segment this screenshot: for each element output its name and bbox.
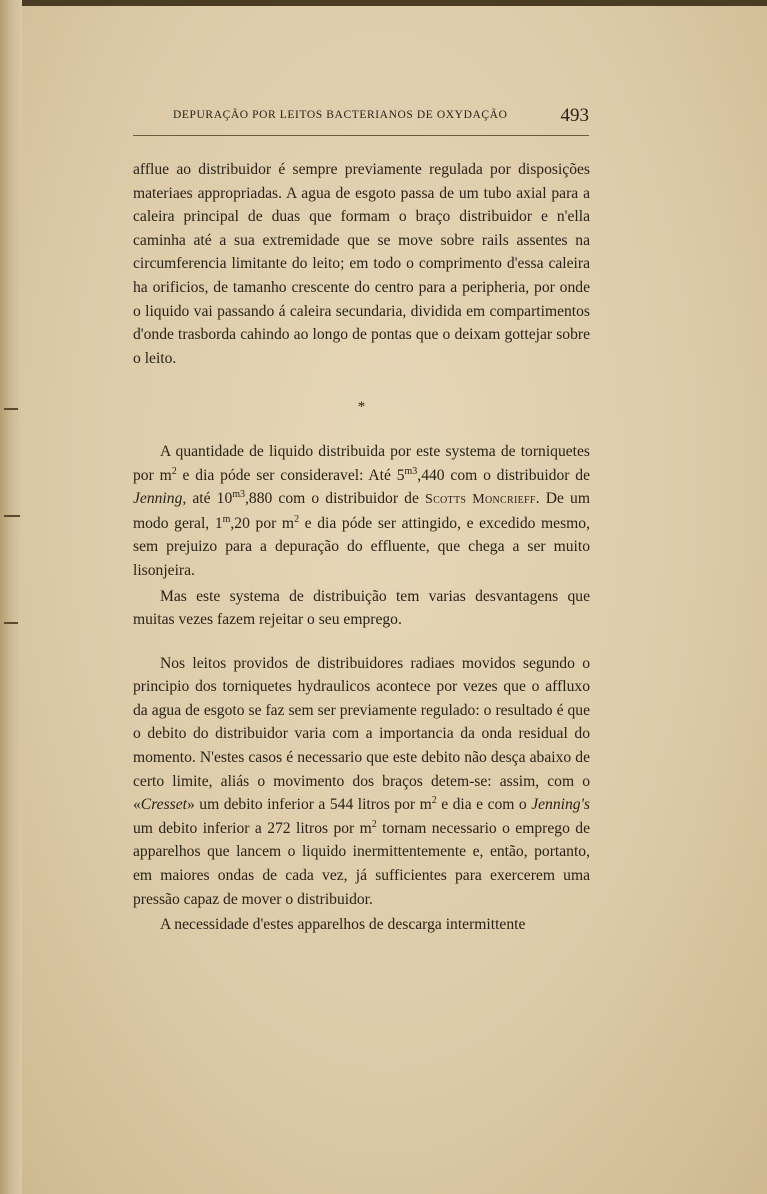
superscript: 2	[431, 795, 437, 807]
paragraph-1: afflue ao distribuidor é sempre previamente regulada por disposições materiaes appropriadas. A agua de esgoto passa de um tubo axial para a caleira principal de duas que formam o braço distribuidor e n'ella caminha até a sua extremidade que se move sobre rails assentes na circumferencia limitante do leito; em todo o comprimento d'essa caleira ha orificios, de tamanho crescente do centro para a peripheria, por onde o liquido vai passando á caleira secundaria, dividida em compartimentos d'onde trasborda cahindo ao longo de pontas que o deixam gottejar sobre o leito.	[133, 161, 590, 367]
superscript: m3	[232, 488, 246, 500]
margin-mark	[4, 515, 20, 517]
text-run: tornam necessario o emprego de apparelhos que lancem o liquido inermittentemente e, então, portanto, em maiores ondas de cada vez, já sufficientes para exercerem uma pressão capaz de mover o distribuidor.	[133, 819, 590, 908]
section-separator: *	[357, 399, 366, 416]
text-run: e dia e com o	[436, 796, 532, 814]
running-title: DEPURAÇÃO POR LEITOS BACTERIANOS DE OXYDAÇÃO	[173, 109, 508, 121]
text-run: e dia póde ser consideravel: Até 5	[176, 466, 405, 484]
body-text	[133, 158, 590, 937]
superscript: 2	[171, 465, 177, 477]
text-run: ,20 por m	[230, 514, 295, 532]
text-run: e dia póde ser attingido, e excedido mesmo, sem prejuizo para a depuração do effluente, que chega a ser muito lisonjeira.	[133, 514, 590, 579]
text-run: A quantidade de liquido distribuida por este systema de torniquetes por m	[133, 442, 590, 484]
text-run: . De um modo geral, 1	[133, 490, 590, 532]
italic-name: Jenning's	[531, 796, 590, 814]
margin-mark	[4, 622, 18, 624]
text-run: ,440 com o distribuidor de	[417, 466, 590, 484]
italic-name: Cresset	[140, 796, 187, 814]
page-binding-edge	[0, 0, 22, 1194]
superscript: 2	[371, 818, 377, 830]
page-number: 493	[560, 105, 589, 126]
paragraph-5: A necessidade d'estes apparelhos de descarga intermittente	[160, 916, 526, 934]
superscript: 2	[294, 513, 300, 525]
running-header	[133, 105, 589, 136]
paragraph-4	[133, 652, 590, 912]
margin-mark	[4, 408, 18, 410]
superscript: m3	[404, 465, 418, 477]
italic-name: Jenning,	[133, 490, 187, 508]
text-run: um debito inferior a 272 litros por m	[133, 819, 372, 837]
paragraph-2	[133, 440, 590, 583]
small-caps-name: Scotts Moncrieff	[424, 492, 536, 508]
text-run: ,880 com o distribuidor de	[245, 490, 425, 508]
text-run: até 10	[186, 490, 233, 508]
page-top-edge	[0, 0, 767, 6]
paragraph-3: Mas este systema de distribuição tem varias desvantagens que muitas vezes fazem rejeitar o seu emprego.	[133, 587, 590, 629]
text-run: Nos leitos providos de distribuidores radiaes movidos segundo o principio dos torniquetes hydraulicos acontece por vezes que o affluxo da agua de esgoto se faz sem ser previamente regulado: o resultado é que o debito do distribuidor varia com a importancia da onda residual do momento. N'estes casos é necessario que este debito não desça abaixo de certo limite, aliás o movimento dos braços detem-se: assim, com o «	[133, 654, 590, 814]
superscript: m	[222, 513, 231, 525]
text-run: » um debito inferior a 544 litros por m	[187, 796, 432, 814]
